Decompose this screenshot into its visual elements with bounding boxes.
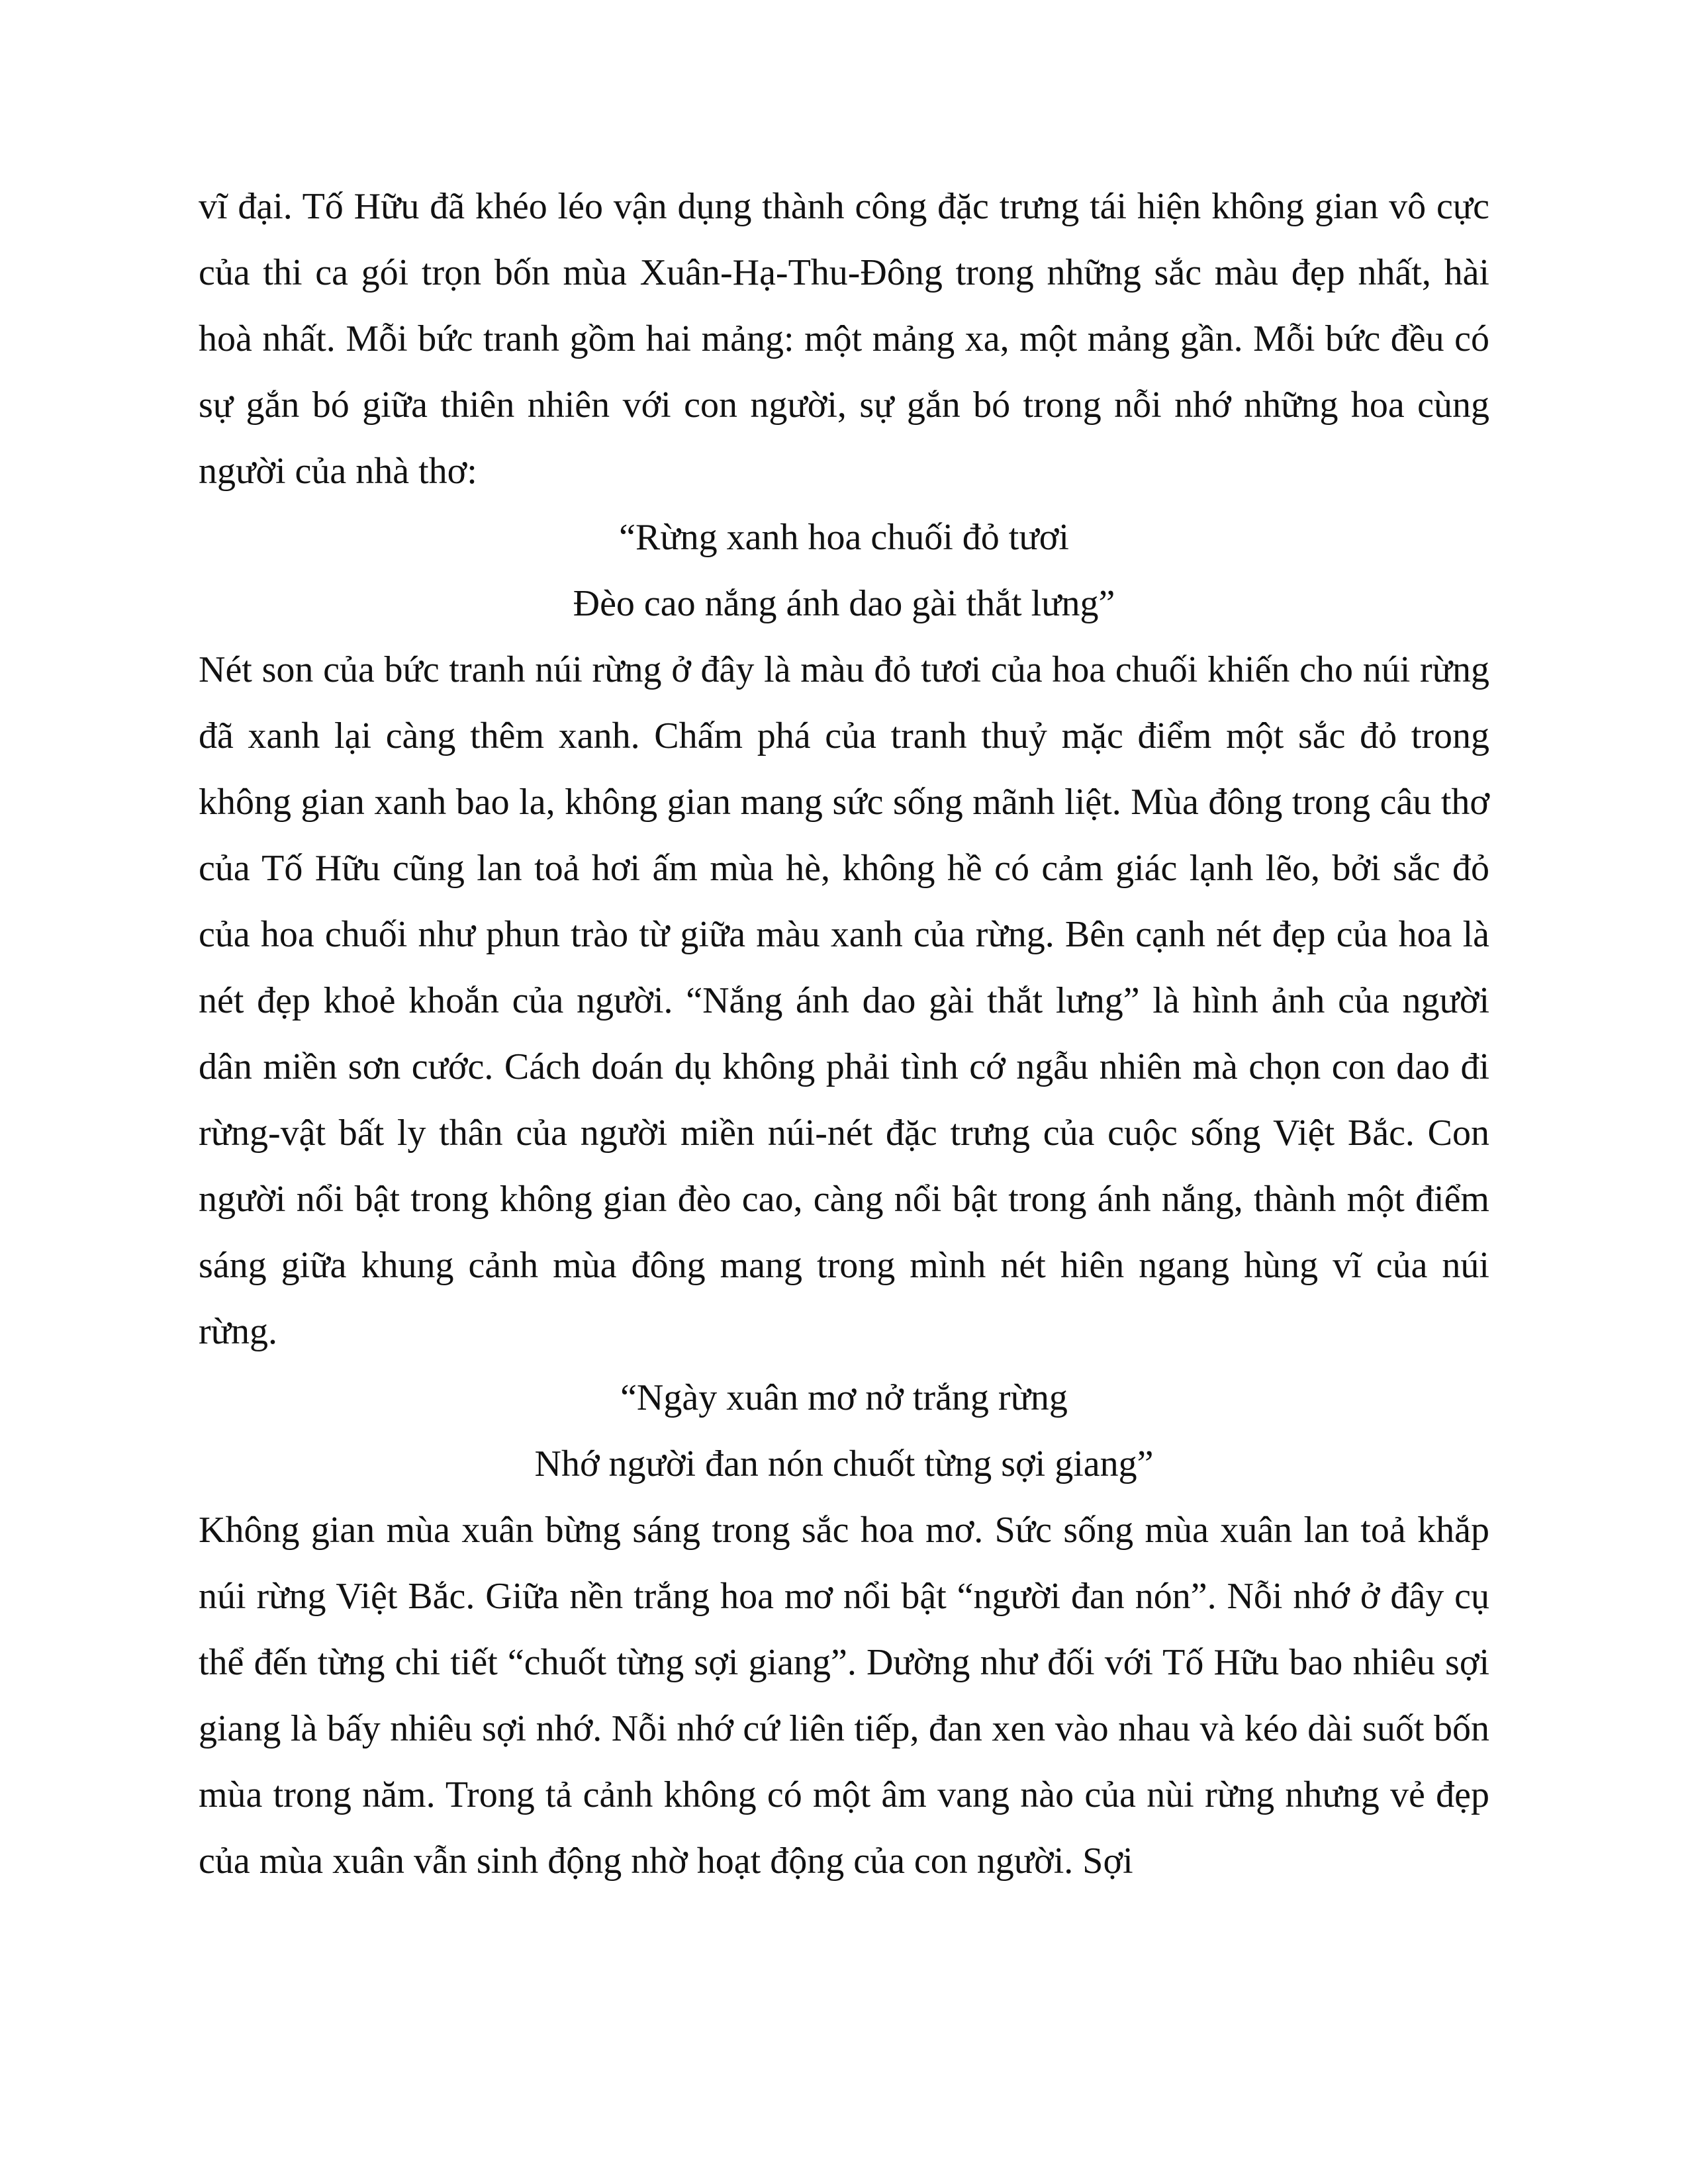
body-paragraph: Không gian mùa xuân bừng sáng trong sắc hoa mơ. Sức sống mùa xuân lan toả khắp núi rừng Việt Bắc. Giữa nền trắng hoa mơ nổi bật “người đan nón”. Nỗi nhớ ở đây cụ thể đến từng chi tiết “chuốt từng sợi giang”. Dường như đối với Tố Hữu bao nhiêu sợi giang là bấy nhiêu sợi nhớ. Nỗi nhớ cứ liên tiếp, đan xen vào nhau và kéo dài suốt bốn mùa trong năm. Trong tả cảnh không có một âm vang nào của nùi rừng nhưng vẻ đẹp của mùa xuân vẫn sinh động nhờ hoạt động của con người. Sợi bbox=[199, 1510, 1489, 1882]
body-paragraph: Nét son của bức tranh núi rừng ở đây là màu đỏ tươi của hoa chuối khiến cho núi rừng đã xanh lại càng thêm xanh. Chấm phá của tranh thuỷ mặc điểm một sắc đỏ trong không gian xanh bao la, không gian mang sức sống mãnh liệt. Mùa đông trong câu thơ của Tố Hữu cũng lan toả hơi ấm mùa hè, không hề có cảm giác lạnh lẽo, bởi sắc đỏ của hoa chuối như phun trào từ giữa màu xanh của rừng. Bên cạnh nét đẹp của hoa là nét đẹp khoẻ khoắn của người. “Nắng ánh dao gài thắt lưng” là hình ảnh của người dân miền sơn cước. Cách doán dụ không phải tình cớ ngẫu nhiên mà chọn con dao đi rừng-vật bất ly thân của người miền núi-nét đặc trưng của cuộc sống Việt Bắc. Con người nổi bật trong không gian đèo cao, càng nổi bật trong ánh nắng, thành một điểm sáng giữa khung cảnh mùa đông mang trong mình nét hiên ngang hùng vĩ của núi rừng. bbox=[199, 649, 1489, 1352]
poem-line: “Rừng xanh hoa chuối đỏ tươi bbox=[619, 517, 1069, 558]
body-paragraph: vĩ đại. Tố Hữu đã khéo léo vận dụng thành công đặc trưng tái hiện không gian vô cực của thi ca gói trọn bốn mùa Xuân-Hạ-Thu-Đông trong những sắc màu đẹp nhất, hài hoà nhất. Mỗi bức tranh gồm hai mảng: một mảng xa, một mảng gần. Mỗi bức đều có sự gắn bó giữa thiên nhiên với con người, sự gắn bó trong nỗi nhớ những hoa cùng người của nhà thơ: bbox=[199, 186, 1489, 492]
poem-line: “Ngày xuân mơ nở trắng rừng bbox=[620, 1377, 1068, 1418]
poem-line: Nhớ người đan nón chuốt từng sợi giang” bbox=[534, 1443, 1154, 1484]
poem-line: Đèo cao nắng ánh dao gài thắt lưng” bbox=[573, 583, 1115, 624]
document-page bbox=[199, 173, 1489, 1894]
